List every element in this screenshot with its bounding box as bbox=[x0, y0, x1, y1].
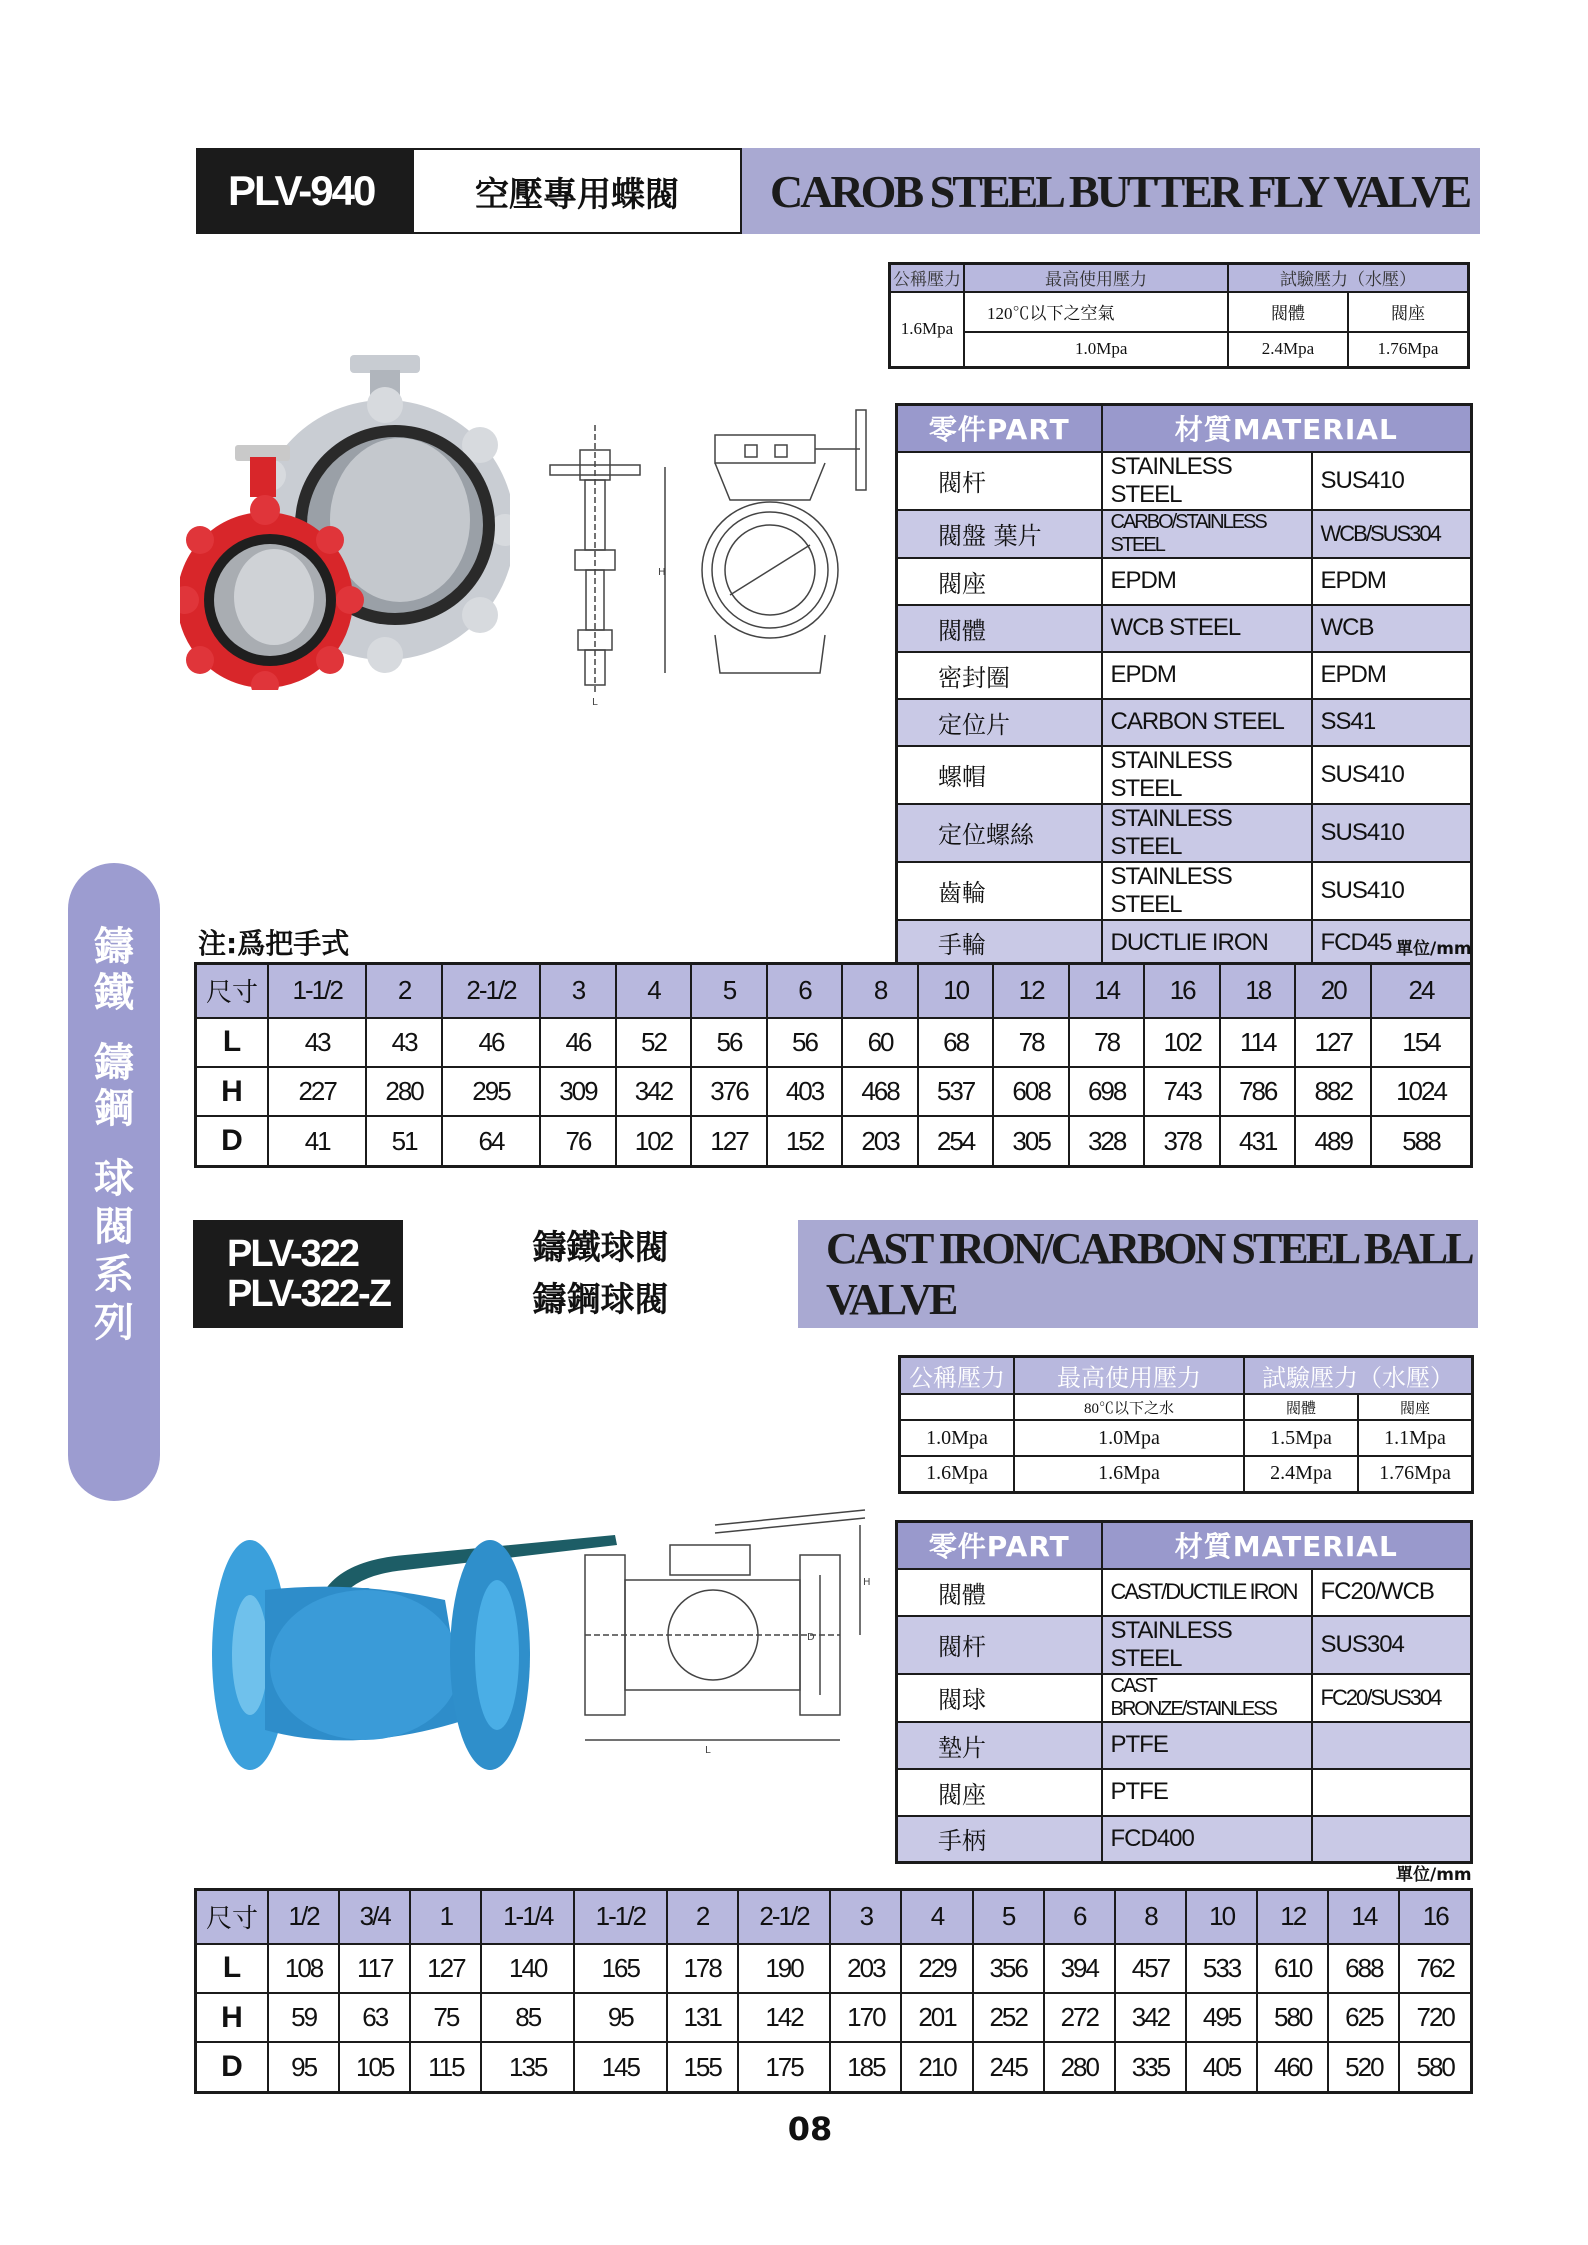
material-name: FCD400 bbox=[1102, 1816, 1312, 1863]
dim-value-cell: 342 bbox=[1115, 1993, 1186, 2042]
unit-label: 單位/mm bbox=[1396, 939, 1472, 959]
dim-value-cell: 68 bbox=[918, 1018, 994, 1067]
dim-value-cell: 76 bbox=[540, 1116, 616, 1166]
dim-value-cell: 46 bbox=[442, 1018, 540, 1067]
series-sidebar bbox=[68, 863, 160, 1501]
material-row bbox=[897, 1674, 1472, 1722]
size-label: 尺寸 bbox=[196, 964, 269, 1018]
size-cell: 1-1/2 bbox=[574, 1890, 667, 1944]
nominal-value: 1.0Mpa bbox=[900, 1420, 1015, 1456]
nominal-value: 1.6Mpa bbox=[900, 1456, 1015, 1492]
dim-value-cell: 85 bbox=[481, 1993, 574, 2042]
dim-value-cell: 520 bbox=[1328, 2042, 1399, 2092]
material-row bbox=[897, 804, 1472, 862]
dim-value-cell: 405 bbox=[1186, 2042, 1257, 2092]
size-cell: 5 bbox=[973, 1890, 1044, 1944]
dim-value-cell: 1024 bbox=[1371, 1067, 1472, 1116]
dim-value-cell: 78 bbox=[1069, 1018, 1145, 1067]
dim-value-cell: 102 bbox=[1144, 1018, 1220, 1067]
materials-header bbox=[897, 1522, 1472, 1569]
material-row bbox=[897, 1722, 1472, 1769]
row-label: L bbox=[196, 1018, 269, 1067]
test-body-value: 1.5Mpa bbox=[1244, 1420, 1358, 1456]
test-seat-value: 1.76Mpa bbox=[1358, 1456, 1473, 1492]
dim-value-cell: 78 bbox=[993, 1018, 1069, 1067]
part-name: 閥球 bbox=[897, 1674, 1102, 1722]
size-cell: 6 bbox=[1044, 1890, 1115, 1944]
dim-value-cell: 203 bbox=[830, 1944, 901, 1993]
size-cell: 18 bbox=[1220, 964, 1296, 1018]
dim-value-cell: 252 bbox=[973, 1993, 1044, 2042]
header-part: 零件PART bbox=[897, 1522, 1102, 1569]
dim-value-cell: 280 bbox=[1044, 2042, 1115, 2092]
test-body-value: 2.4Mpa bbox=[1228, 332, 1348, 368]
dim-value-cell: 394 bbox=[1044, 1944, 1115, 1993]
materials-header bbox=[897, 405, 1472, 452]
part-name: 齒輪 bbox=[897, 862, 1102, 920]
material-name: STAINLESS STEEL bbox=[1102, 804, 1312, 862]
size-label: 尺寸 bbox=[196, 1890, 269, 1944]
dim-value-cell: 229 bbox=[901, 1944, 972, 1993]
part-name: 閥杆 bbox=[897, 452, 1102, 510]
dim-value-cell: 882 bbox=[1295, 1067, 1371, 1116]
ball-valve-photo bbox=[205, 1520, 625, 1790]
test-seat-value: 1.1Mpa bbox=[1358, 1420, 1473, 1456]
product-codes bbox=[193, 1220, 403, 1328]
part-name: 閥座 bbox=[897, 558, 1102, 605]
part-name: 手輪 bbox=[897, 920, 1102, 967]
material-row bbox=[897, 862, 1472, 920]
material-row bbox=[897, 510, 1472, 558]
dim-value-cell: 190 bbox=[738, 1944, 831, 1993]
dims-row-d bbox=[196, 2042, 1472, 2092]
material-grade: SUS410 bbox=[1312, 804, 1472, 862]
air-condition: 120℃以下之空氣 bbox=[964, 292, 1228, 332]
part-name: 閥杆 bbox=[897, 1616, 1102, 1674]
dim-value-cell: 698 bbox=[1069, 1067, 1145, 1116]
size-cell: 4 bbox=[901, 1890, 972, 1944]
sidebar-char: 鑄 bbox=[94, 924, 134, 970]
test-body-label: 閥體 bbox=[1228, 292, 1348, 332]
material-row bbox=[897, 699, 1472, 746]
material-name: CARBO/STAINLESS STEEL bbox=[1102, 510, 1312, 558]
material-name: WCB STEEL bbox=[1102, 605, 1312, 652]
dim-value-cell: 64 bbox=[442, 1116, 540, 1166]
size-cell: 3 bbox=[830, 1890, 901, 1944]
dim-value-cell: 489 bbox=[1295, 1116, 1371, 1166]
size-cell: 5 bbox=[691, 964, 767, 1018]
material-grade: SUS410 bbox=[1312, 862, 1472, 920]
dim-value-cell: 245 bbox=[973, 2042, 1044, 2092]
dim-value-cell: 309 bbox=[540, 1067, 616, 1116]
dim-value-cell: 625 bbox=[1328, 1993, 1399, 2042]
material-name: CAST/DUCTILE IRON bbox=[1102, 1569, 1312, 1616]
dim-value-cell: 468 bbox=[842, 1067, 918, 1116]
material-grade bbox=[1312, 1722, 1472, 1769]
sidebar-char: 鐵 bbox=[94, 970, 134, 1016]
row-label: D bbox=[196, 1116, 269, 1166]
header-nominal: 公稱壓力 bbox=[890, 264, 965, 292]
handle-note: 注:爲把手式 bbox=[198, 927, 350, 960]
sidebar-char: 系 bbox=[94, 1252, 134, 1298]
section2-header bbox=[193, 1220, 1478, 1328]
size-cell: 4 bbox=[616, 964, 692, 1018]
material-row bbox=[897, 558, 1472, 605]
size-cell: 6 bbox=[767, 964, 843, 1018]
part-name: 密封圈 bbox=[897, 652, 1102, 699]
material-grade: FCD45 bbox=[1312, 920, 1472, 967]
dim-value-cell: 254 bbox=[918, 1116, 994, 1166]
dim-value-cell: 580 bbox=[1257, 1993, 1328, 2042]
empty-cell bbox=[900, 1394, 1015, 1420]
dim-value-cell: 59 bbox=[268, 1993, 339, 2042]
max-value: 1.0Mpa bbox=[964, 332, 1228, 368]
material-grade: EPDM bbox=[1312, 652, 1472, 699]
dim-value-cell: 105 bbox=[339, 2042, 410, 2092]
size-cell: 14 bbox=[1069, 964, 1145, 1018]
material-name: DUCTLIE IRON bbox=[1102, 920, 1312, 967]
part-name: 定位螺絲 bbox=[897, 804, 1102, 862]
material-row bbox=[897, 452, 1472, 510]
size-cell: 1-1/2 bbox=[268, 964, 366, 1018]
product-names-cn bbox=[403, 1220, 798, 1328]
size-cell: 14 bbox=[1328, 1890, 1399, 1944]
part-name: 螺帽 bbox=[897, 746, 1102, 804]
dims-row-h bbox=[196, 1993, 1472, 2042]
material-grade: SUS304 bbox=[1312, 1616, 1472, 1674]
label-h: H bbox=[658, 567, 666, 578]
dim-value-cell: 170 bbox=[830, 1993, 901, 2042]
dim-value-cell: 152 bbox=[767, 1116, 843, 1166]
dims-header-row bbox=[196, 1890, 1472, 1944]
material-name: STAINLESS STEEL bbox=[1102, 1616, 1312, 1674]
dim-value-cell: 127 bbox=[410, 1944, 481, 1993]
dim-value-cell: 356 bbox=[973, 1944, 1044, 1993]
material-row bbox=[897, 1616, 1472, 1674]
dim-value-cell: 305 bbox=[993, 1116, 1069, 1166]
material-name: STAINLESS STEEL bbox=[1102, 862, 1312, 920]
material-grade: SS41 bbox=[1312, 699, 1472, 746]
dim-value-cell: 743 bbox=[1144, 1067, 1220, 1116]
product-name-en: CAROB STEEL BUTTER FLY VALVE bbox=[742, 148, 1480, 234]
dim-value-cell: 608 bbox=[993, 1067, 1069, 1116]
dim-value-cell: 460 bbox=[1257, 2042, 1328, 2092]
product-code-1: PLV-322 bbox=[227, 1233, 359, 1275]
butterfly-valve-drawing bbox=[540, 405, 880, 705]
dim-value-cell: 431 bbox=[1220, 1116, 1296, 1166]
butterfly-valve-photo bbox=[180, 345, 510, 690]
size-cell: 2 bbox=[366, 964, 442, 1018]
material-name: STAINLESS STEEL bbox=[1102, 452, 1312, 510]
dim-value-cell: 95 bbox=[574, 1993, 667, 2042]
dim-value-cell: 43 bbox=[268, 1018, 366, 1067]
dimensions-table-1 bbox=[194, 962, 1473, 1168]
dim-value-cell: 457 bbox=[1115, 1944, 1186, 1993]
dim-value-cell: 56 bbox=[767, 1018, 843, 1067]
label-l: L bbox=[705, 1745, 711, 1756]
dims-row-l bbox=[196, 1018, 1472, 1067]
dim-value-cell: 342 bbox=[616, 1067, 692, 1116]
sidebar-char: 鋼 bbox=[94, 1086, 134, 1132]
test-seat-label: 閥座 bbox=[1348, 292, 1469, 332]
size-cell: 1-1/4 bbox=[481, 1890, 574, 1944]
material-name: PTFE bbox=[1102, 1769, 1312, 1816]
dim-value-cell: 495 bbox=[1186, 1993, 1257, 2042]
dim-value-cell: 117 bbox=[339, 1944, 410, 1993]
product-code: PLV-940 bbox=[196, 148, 412, 234]
max-value: 1.6Mpa bbox=[1014, 1456, 1244, 1492]
header-part: 零件PART bbox=[897, 405, 1102, 452]
dims-header-row bbox=[196, 964, 1472, 1018]
size-cell: 12 bbox=[1257, 1890, 1328, 1944]
max-value: 1.0Mpa bbox=[1014, 1420, 1244, 1456]
dim-value-cell: 114 bbox=[1220, 1018, 1296, 1067]
material-name: PTFE bbox=[1102, 1722, 1312, 1769]
size-cell: 8 bbox=[1115, 1890, 1186, 1944]
sidebar-char: 閥 bbox=[94, 1204, 134, 1250]
dim-value-cell: 115 bbox=[410, 2042, 481, 2092]
dim-value-cell: 533 bbox=[1186, 1944, 1257, 1993]
header-max: 最高使用壓力 bbox=[964, 264, 1228, 292]
dim-value-cell: 335 bbox=[1115, 2042, 1186, 2092]
dimensions-table-2 bbox=[194, 1888, 1473, 2094]
test-body-label: 閥體 bbox=[1244, 1394, 1358, 1420]
part-name: 定位片 bbox=[897, 699, 1102, 746]
header-nominal: 公稱壓力 bbox=[900, 1357, 1015, 1395]
product-name-cn-2: 鑄鋼球閥 bbox=[532, 1280, 669, 1320]
dim-value-cell: 43 bbox=[366, 1018, 442, 1067]
page-number: 08 bbox=[787, 2110, 833, 2148]
dim-value-cell: 131 bbox=[667, 1993, 738, 2042]
material-grade: WCB bbox=[1312, 605, 1472, 652]
material-grade: FC20/WCB bbox=[1312, 1569, 1472, 1616]
dim-value-cell: 135 bbox=[481, 2042, 574, 2092]
ball-valve-drawing bbox=[575, 1505, 875, 1775]
size-cell: 2-1/2 bbox=[738, 1890, 831, 1944]
part-name: 手柄 bbox=[897, 1816, 1102, 1863]
material-grade: EPDM bbox=[1312, 558, 1472, 605]
material-grade: WCB/SUS304 bbox=[1312, 510, 1472, 558]
row-label: D bbox=[196, 2042, 269, 2092]
test-seat-value: 1.76Mpa bbox=[1348, 332, 1469, 368]
dims-row-d bbox=[196, 1116, 1472, 1166]
dim-value-cell: 762 bbox=[1399, 1944, 1471, 1993]
label-h: H bbox=[863, 1577, 871, 1588]
material-row bbox=[897, 1569, 1472, 1616]
size-cell: 24 bbox=[1371, 964, 1472, 1018]
dim-value-cell: 272 bbox=[1044, 1993, 1115, 2042]
dim-value-cell: 46 bbox=[540, 1018, 616, 1067]
material-row bbox=[897, 652, 1472, 699]
part-name: 閥座 bbox=[897, 1769, 1102, 1816]
dim-value-cell: 210 bbox=[901, 2042, 972, 2092]
dim-value-cell: 63 bbox=[339, 1993, 410, 2042]
sidebar-char: 球 bbox=[94, 1156, 134, 1202]
material-row bbox=[897, 605, 1472, 652]
material-grade bbox=[1312, 1816, 1472, 1863]
dim-value-cell: 378 bbox=[1144, 1116, 1220, 1166]
dim-value-cell: 178 bbox=[667, 1944, 738, 1993]
dim-value-cell: 145 bbox=[574, 2042, 667, 2092]
material-name: CARBON STEEL bbox=[1102, 699, 1312, 746]
dim-value-cell: 108 bbox=[268, 1944, 339, 1993]
dim-value-cell: 203 bbox=[842, 1116, 918, 1166]
material-grade bbox=[1312, 1769, 1472, 1816]
header-test: 試驗壓力（水壓） bbox=[1228, 264, 1469, 292]
dim-value-cell: 280 bbox=[366, 1067, 442, 1116]
dim-value-cell: 328 bbox=[1069, 1116, 1145, 1166]
material-name: EPDM bbox=[1102, 558, 1312, 605]
dims-row-l bbox=[196, 1944, 1472, 1993]
product-code-2: PLV-322-Z bbox=[227, 1273, 390, 1315]
dim-value-cell: 154 bbox=[1371, 1018, 1472, 1067]
size-cell: 2-1/2 bbox=[442, 964, 540, 1018]
dim-value-cell: 75 bbox=[410, 1993, 481, 2042]
pressure-table-2 bbox=[898, 1355, 1474, 1494]
dim-value-cell: 201 bbox=[901, 1993, 972, 2042]
row-label: L bbox=[196, 1944, 269, 1993]
label-l: L bbox=[592, 697, 598, 705]
dim-value-cell: 610 bbox=[1257, 1944, 1328, 1993]
dim-value-cell: 786 bbox=[1220, 1067, 1296, 1116]
dim-value-cell: 175 bbox=[738, 2042, 831, 2092]
dim-value-cell: 41 bbox=[268, 1116, 366, 1166]
material-name: STAINLESS STEEL bbox=[1102, 746, 1312, 804]
part-name: 閥體 bbox=[897, 1569, 1102, 1616]
material-name: CAST BRONZE/STAINLESS bbox=[1102, 1674, 1312, 1722]
product-name-cn: 空壓專用蝶閥 bbox=[412, 148, 742, 234]
materials-table-2 bbox=[895, 1520, 1473, 1864]
dim-value-cell: 60 bbox=[842, 1018, 918, 1067]
product-name-en: CAST IRON/CARBON STEEL BALL VALVE bbox=[798, 1220, 1478, 1328]
material-grade: FC20/SUS304 bbox=[1312, 1674, 1472, 1722]
water-condition: 80℃以下之水 bbox=[1014, 1394, 1244, 1420]
size-cell: 16 bbox=[1144, 964, 1220, 1018]
dim-value-cell: 376 bbox=[691, 1067, 767, 1116]
test-body-value: 2.4Mpa bbox=[1244, 1456, 1358, 1492]
materials-table-1 bbox=[895, 403, 1473, 968]
dim-value-cell: 165 bbox=[574, 1944, 667, 1993]
dim-value-cell: 537 bbox=[918, 1067, 994, 1116]
dim-value-cell: 720 bbox=[1399, 1993, 1471, 2042]
row-label: H bbox=[196, 1067, 269, 1116]
size-cell: 1/2 bbox=[268, 1890, 339, 1944]
dim-value-cell: 688 bbox=[1328, 1944, 1399, 1993]
part-name: 墊片 bbox=[897, 1722, 1102, 1769]
material-row bbox=[897, 920, 1472, 967]
header-test: 試驗壓力（水壓） bbox=[1244, 1357, 1473, 1395]
size-cell: 3 bbox=[540, 964, 616, 1018]
dim-value-cell: 295 bbox=[442, 1067, 540, 1116]
header-max: 最高使用壓力 bbox=[1014, 1357, 1244, 1395]
pressure-table-1 bbox=[888, 262, 1470, 369]
dim-value-cell: 56 bbox=[691, 1018, 767, 1067]
dim-value-cell: 102 bbox=[616, 1116, 692, 1166]
size-cell: 10 bbox=[1186, 1890, 1257, 1944]
part-name: 閥體 bbox=[897, 605, 1102, 652]
dim-value-cell: 140 bbox=[481, 1944, 574, 1993]
dim-value-cell: 227 bbox=[268, 1067, 366, 1116]
dim-value-cell: 52 bbox=[616, 1018, 692, 1067]
label-d: D bbox=[807, 1632, 815, 1643]
material-row bbox=[897, 1816, 1472, 1863]
size-cell: 12 bbox=[993, 964, 1069, 1018]
material-row bbox=[897, 1769, 1472, 1816]
dim-value-cell: 155 bbox=[667, 2042, 738, 2092]
dim-value-cell: 127 bbox=[1295, 1018, 1371, 1067]
size-cell: 10 bbox=[918, 964, 994, 1018]
nominal-value: 1.6Mpa bbox=[890, 292, 965, 368]
dim-value-cell: 580 bbox=[1399, 2042, 1471, 2092]
size-cell: 2 bbox=[667, 1890, 738, 1944]
material-row bbox=[897, 746, 1472, 804]
dim-value-cell: 403 bbox=[767, 1067, 843, 1116]
section1-header bbox=[196, 148, 1480, 234]
dim-value-cell: 95 bbox=[268, 2042, 339, 2092]
material-grade: SUS410 bbox=[1312, 452, 1472, 510]
row-label: H bbox=[196, 1993, 269, 2042]
dim-value-cell: 588 bbox=[1371, 1116, 1472, 1166]
dim-value-cell: 127 bbox=[691, 1116, 767, 1166]
size-cell: 3/4 bbox=[339, 1890, 410, 1944]
size-cell: 8 bbox=[842, 964, 918, 1018]
size-cell: 20 bbox=[1295, 964, 1371, 1018]
dims-row-h bbox=[196, 1067, 1472, 1116]
unit-label-2: 單位/mm bbox=[1396, 1865, 1472, 1885]
dim-value-cell: 51 bbox=[366, 1116, 442, 1166]
material-name: EPDM bbox=[1102, 652, 1312, 699]
test-seat-label: 閥座 bbox=[1358, 1394, 1473, 1420]
dim-value-cell: 142 bbox=[738, 1993, 831, 2042]
header-material: 材質MATERIAL bbox=[1102, 405, 1472, 452]
part-name: 閥盤 葉片 bbox=[897, 510, 1102, 558]
material-grade: SUS410 bbox=[1312, 746, 1472, 804]
sidebar-char: 列 bbox=[94, 1300, 134, 1346]
size-cell: 16 bbox=[1399, 1890, 1471, 1944]
header-material: 材質MATERIAL bbox=[1102, 1522, 1472, 1569]
sidebar-char: 鑄 bbox=[94, 1040, 134, 1086]
product-name-cn-1: 鑄鐵球閥 bbox=[532, 1228, 669, 1268]
size-cell: 1 bbox=[410, 1890, 481, 1944]
dim-value-cell: 185 bbox=[830, 2042, 901, 2092]
